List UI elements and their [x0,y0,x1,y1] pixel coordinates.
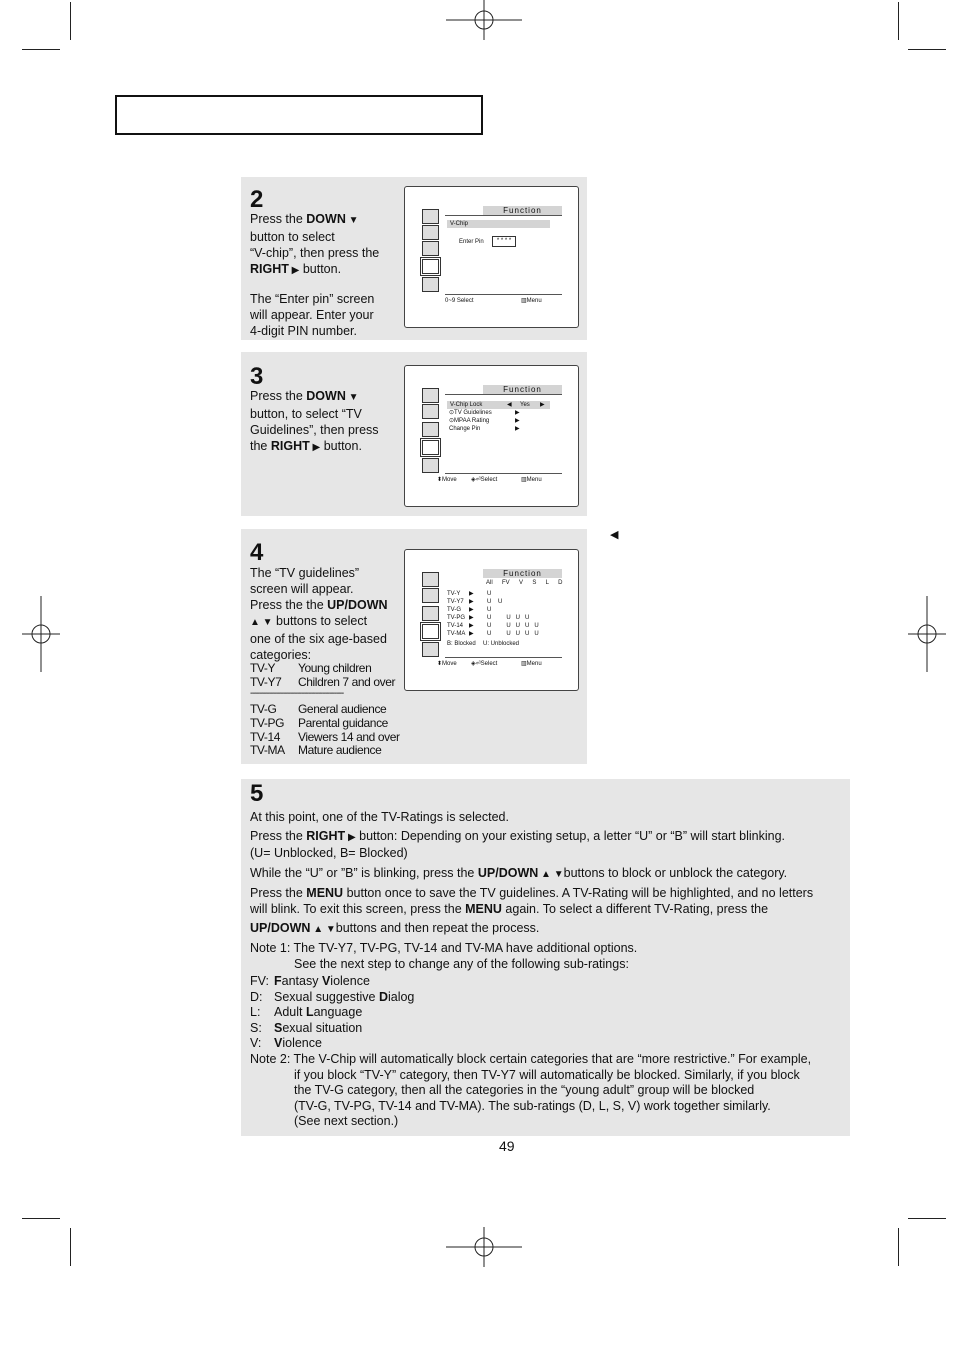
rating-row: TV-PG ▶ U U U U [447,615,530,621]
function-icon [422,624,439,639]
step-3-instructions: Press the DOWN ▼ button, to select “TV Guidelines”, then press the RIGHT ▶ button. [250,389,379,453]
pc-icon [422,277,439,292]
footer-select: ◈⏎Select [471,477,498,483]
vchip-lock-item: V-Chip Lock ◀ Yes ▶ [447,401,550,409]
rating-row: TV-14 ▶ U U U U U [447,623,539,629]
category-row: TV-Y7 Children 7 and over [250,675,396,689]
screen-title: Function [483,385,562,394]
up-down-arrows-icon: ▲ ▼ [250,617,273,628]
registration-mark-bottom [444,1227,524,1269]
step-2-instructions: Press the DOWN ▼ button to select “V-chip”, then press the RIGHT ▶ button. The “Enter pin” screen will appear. Enter your 4-digit PIN number. [250,212,380,338]
category-row: TV-Y Young children [250,661,372,675]
sound-icon [422,404,439,419]
function-icon [422,440,439,455]
subrating-row: D: Sexual suggestive Dialog [250,989,415,1004]
subrating-row: V: Violence [250,1036,322,1050]
registration-mark-right [906,596,948,672]
footer-select: ◈⏎Select [471,661,498,667]
pc-icon [422,642,439,657]
legend-unblocked: U: Unblocked [483,641,520,647]
footer-menu: ▥Menu [521,661,542,667]
tv-screen-tv-guidelines [404,549,579,691]
subrating-row: FV: Fantasy Violence [250,974,370,988]
change-pin-item: Change Pin ▶ [449,426,520,432]
picture-icon [422,388,439,403]
up-down-arrows-icon: ▲ ▼ [310,924,336,935]
rating-row: TV-Y7 ▶ U U [447,599,503,605]
step-5-panel [241,779,850,1136]
header-title-box [115,95,483,135]
category-row: TV-G General audience [250,702,387,716]
subratings-list [250,974,414,1052]
vchip-item: V-Chip [447,220,550,228]
channel-icon [422,606,439,621]
step-5-p1: At this point, one of the TV-Ratings is selected. [250,810,509,824]
footer-menu: ▥Menu [521,298,542,304]
category-separator: ---------------------------------------- [250,688,344,699]
step-number: 5 [250,780,264,807]
left-arrow-icon: ◀ [610,529,619,541]
footer-move: ⬍Move [437,661,457,667]
screen-title: Function [483,569,562,578]
tv-screen-vchip-enter-pin [404,186,579,328]
channel-icon [422,422,439,437]
right-arrow-icon: ▶ [345,832,356,843]
tv-screen-vchip-menu [404,365,579,507]
sound-icon [422,225,439,240]
picture-icon [422,572,439,587]
down-arrow-icon: ▼ [345,392,359,403]
rating-row: TV-G ▶ U [447,607,492,613]
right-arrow-icon: ▶ [309,442,321,453]
mpaa-rating-item: ⊙MPAA Rating ▶ [449,418,520,424]
channel-icon [422,241,439,256]
step-number: 4 [250,539,264,566]
footer-select: 0~9 Select [445,298,474,304]
legend-blocked: B: Blocked [447,641,476,647]
enter-pin-label: Enter Pin [459,239,484,245]
footer-menu: ▥Menu [521,477,542,483]
step-2-panel [241,177,587,340]
rating-row: TV-Y ▶ U [447,591,492,597]
picture-icon [422,209,439,224]
sound-icon [422,588,439,603]
pc-icon [422,458,439,473]
category-row: TV-14 Viewers 14 and over [250,730,400,744]
step-4-panel [241,529,587,764]
function-icon [422,259,439,274]
note-2: Note 2: The V-Chip will automatically block certain categories that are “more restrictive.” For example, if you block “TV-Y” category, then TV-Y7 will automatically be blocked. Similarly, if you block the TV-G category, then all the categories in the “young adult” group will be blocked (TV-G, TV-PG, TV-14 and TV-MA). The sub-ratings (D, L, S, V) work together similarly. (See next section.) [250,1052,812,1128]
registration-mark-left [20,596,62,672]
category-row: TV-PG Parental guidance [250,716,388,730]
step-4-instructions: The “TV guidelines” screen will appear. Press the the UP/DOWN ▲ ▼ buttons to select one of the six age-based categories: [250,566,388,662]
subrating-row: S: Sexual situation [250,1020,363,1035]
step-5-p3: While the “U” or ”B” is blinking, press the UP/DOWN ▲ ▼buttons to block or unblock the category. [250,866,788,880]
step-3-panel [241,352,587,516]
pin-field: * * * * [492,236,516,247]
screen-title: Function [483,206,562,215]
down-arrow-icon: ▼ [345,215,359,226]
footer-move: ⬍Move [437,477,457,483]
right-arrow-icon: ▶ [288,265,300,276]
subrating-row: L: Adult Language [250,1005,363,1019]
registration-mark-top [444,0,524,42]
rating-row: TV-MA ▶ U U U U U [447,631,539,637]
tv-guidelines-item: ⊙TV Guidelines ▶ [449,410,520,416]
ratings-header: All FV V S L D [486,580,563,586]
step-number: 2 [250,186,264,213]
up-down-arrows-icon: ▲ ▼ [538,869,564,880]
category-row: TV-MA Mature audience [250,743,382,757]
page-number: 49 [499,1138,515,1154]
note-1: Note 1: The TV-Y7, TV-PG, TV-14 and TV-MA have additional options. See the next step to change any of the following sub-ratings: [250,941,638,971]
step-number: 3 [250,363,264,390]
step-5-p4: Press the MENU button once to save the TV guidelines. A TV-Rating will be highlighted, and no letters will blink. To exit this screen, press the MENU again. To select a different TV-Rating, press the UP/DOWN ▲ ▼buttons and then repeat the process. [250,886,814,935]
step-5-p2: Press the RIGHT ▶ button: Depending on your existing setup, a letter “U” or “B” will start blinking. (U= Unblocked, B= Blocked) [250,829,786,860]
